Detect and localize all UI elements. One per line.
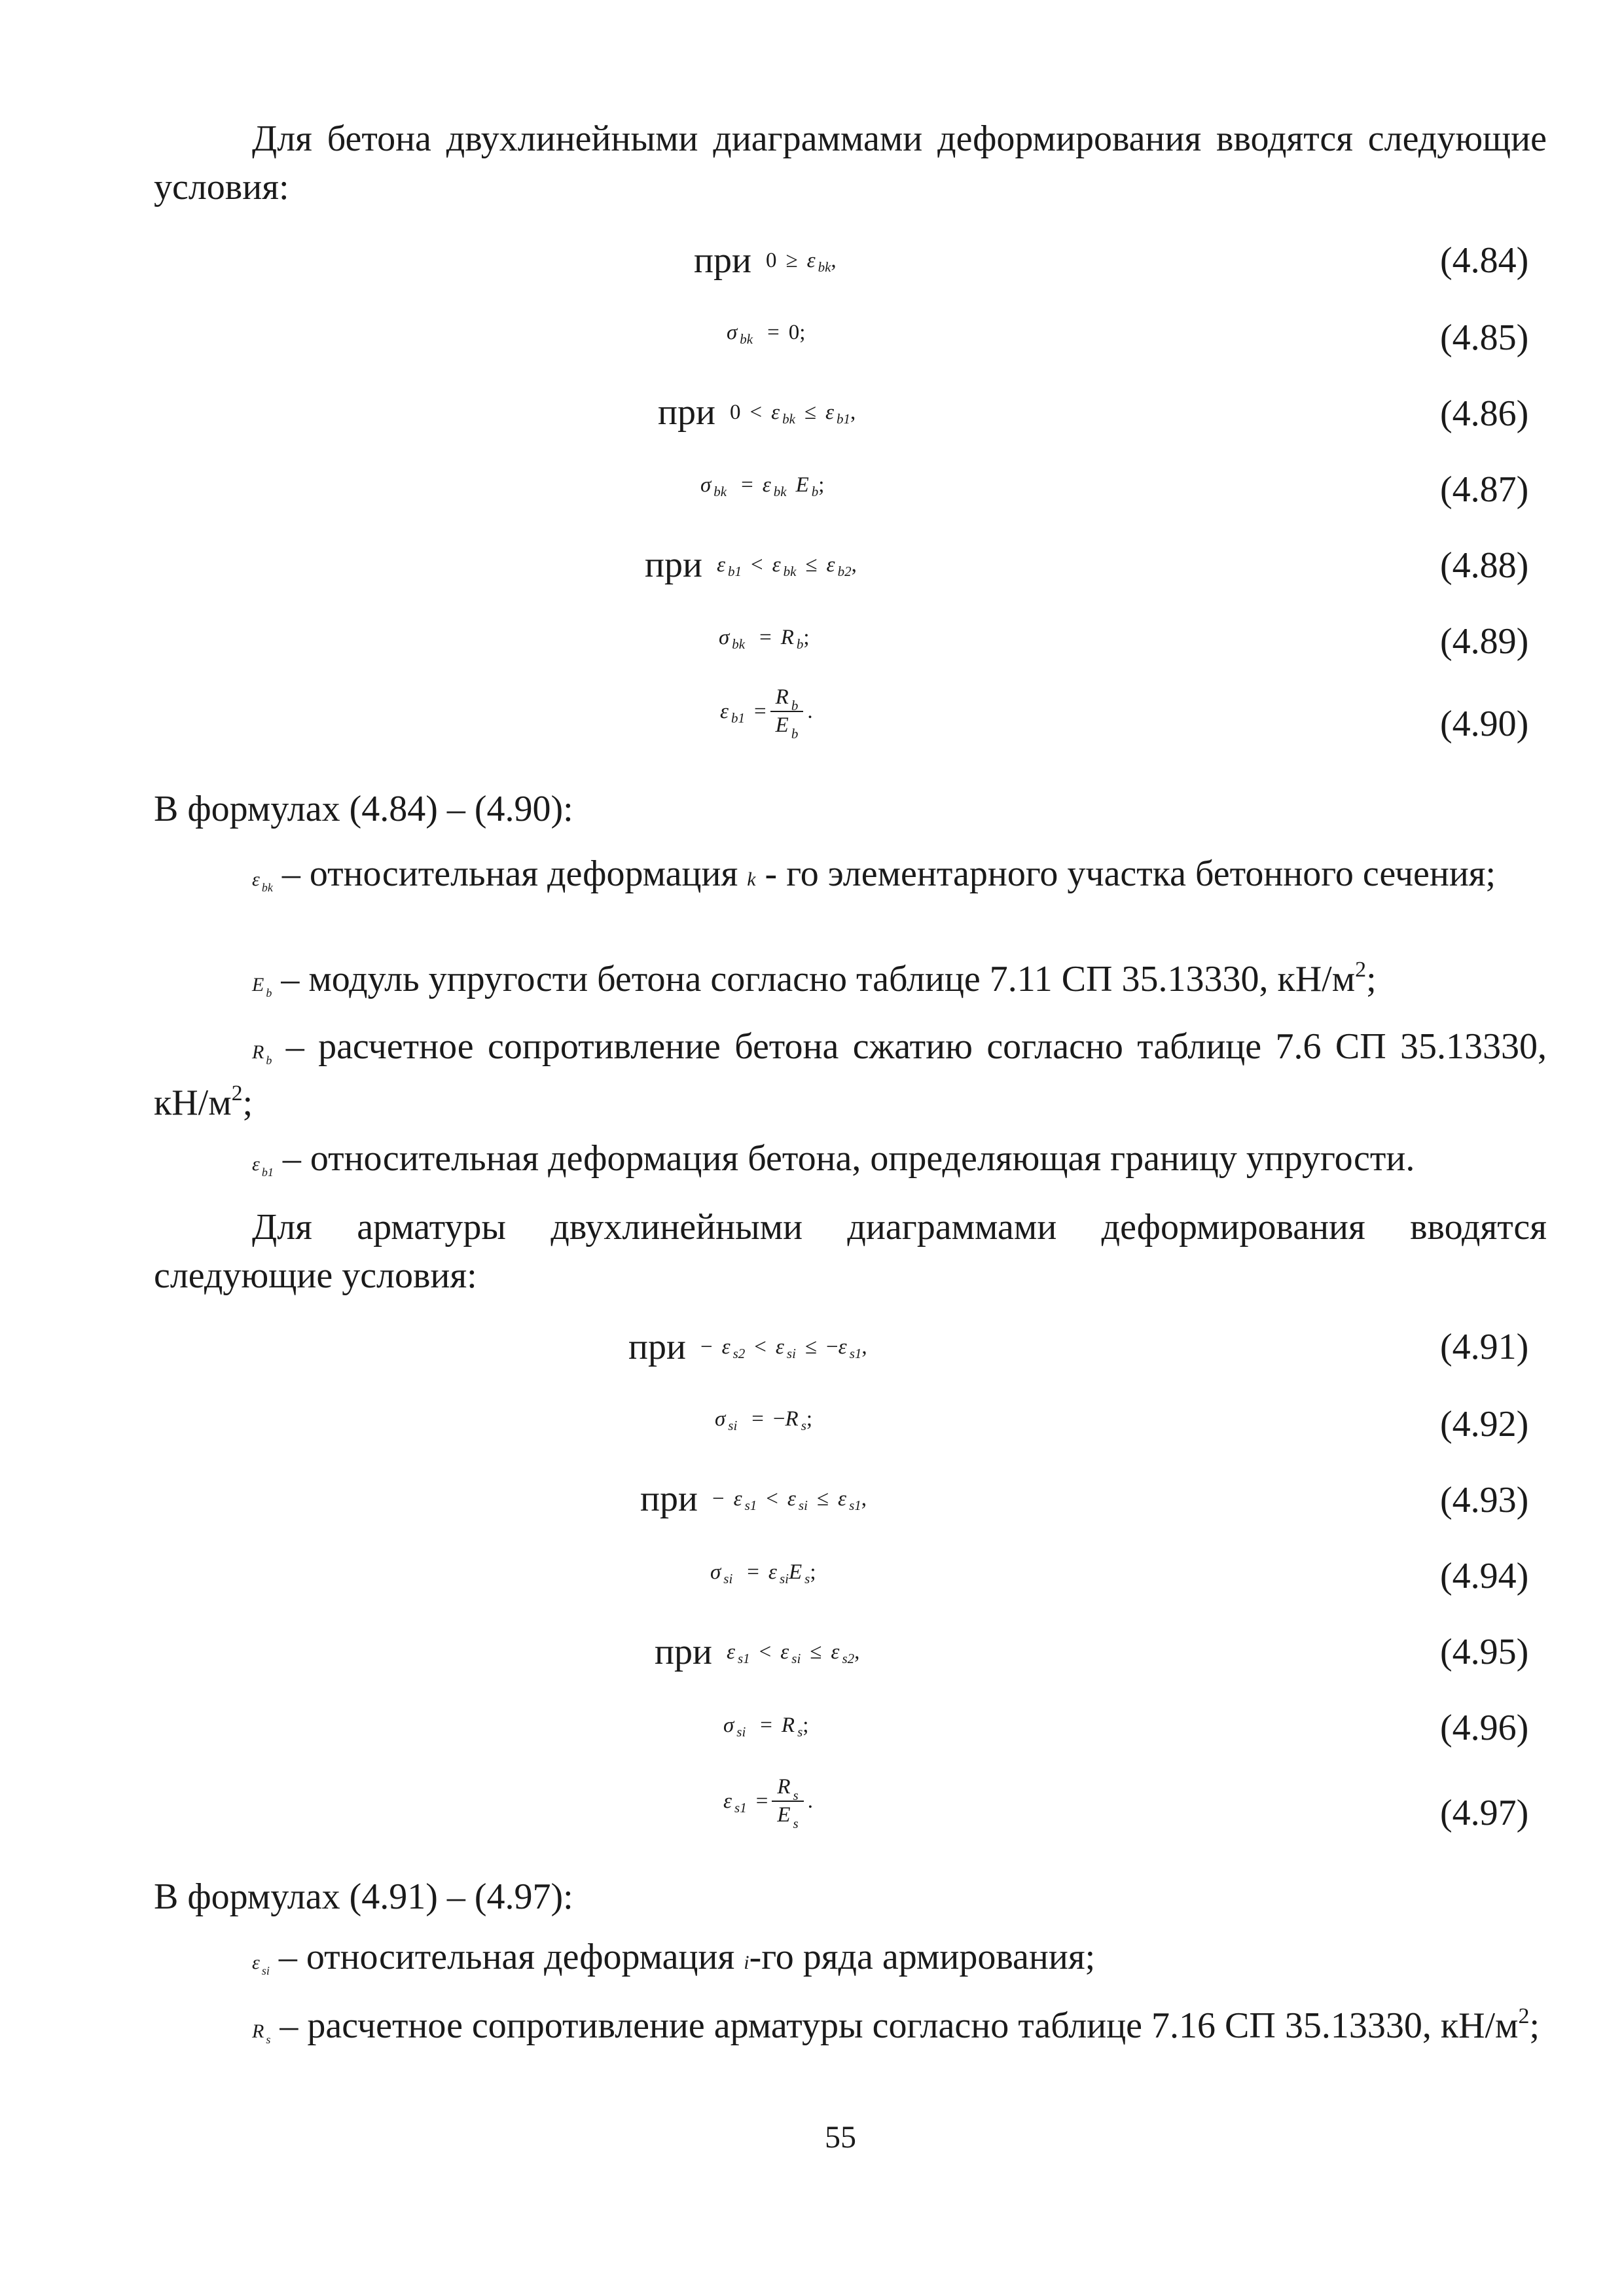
where-concrete-heading: В формулах (4.84) – (4.90):: [154, 789, 573, 829]
equation-number: (4.87): [1440, 469, 1529, 510]
definition-Rs: Rs – расчетное сопротивление арматуры согласно таблице 7.16 СП 35.13330, $кН/м^2$;: [252, 2004, 1540, 2046]
fraction-Rs-over-Es: $\frac{R _s}{E _s}$: [772, 1774, 803, 1829]
formula-4-88: при ε b1 < ε bk ≤ ε b2 ,: [645, 545, 857, 585]
equation-number: (4.89): [1440, 621, 1529, 662]
equation-number: (4.97): [1440, 1793, 1529, 1833]
definition-eps-b1: εb1 – относительная деформация бетона, определяющая границу упругости.: [252, 1138, 1415, 1179]
formula-4-95: при ε s1 < ε si ≤ ε s2 ,: [655, 1632, 860, 1672]
equation-number: (4.88): [1440, 545, 1529, 586]
formula-4-86: при 0 < ε bk ≤ ε b1 ,: [658, 392, 856, 433]
formula-4-97: ε s1 = $\frac{R _s}{E _s}$ .: [723, 1775, 813, 1831]
formula-4-89: σ bk = R b ;: [719, 626, 810, 652]
equation-number: (4.91): [1440, 1327, 1529, 1367]
intro-rebar-paragraph: Для арматуры двухлинейными диаграммами деформирования вводятся следующие условия:: [154, 1207, 1547, 1296]
equation-number: (4.93): [1440, 1480, 1529, 1520]
word-pri: при: [694, 240, 751, 281]
definition-Eb: Eb – модуль упругости бетона согласно таблице 7.11 СП 35.13330, $кН/м^2$;: [252, 958, 1377, 999]
definition-eps-bk: εbk – относительная деформация k - го элементарного участка бетонного сечения;: [252, 853, 1496, 894]
page-number: 55: [825, 2120, 856, 2155]
equation-number: (4.94): [1440, 1556, 1529, 1596]
equation-number: (4.84): [1440, 240, 1529, 281]
formula-4-85: σ bk = 0 ;: [727, 321, 806, 347]
where-rebar-heading: В формулах (4.91) – (4.97):: [154, 1876, 573, 1917]
formula-4-93: при − ε s1 < ε si ≤ ε s1 ,: [640, 1479, 867, 1519]
fraction-Rb-over-Eb: $\frac{R _b}{E _b}$: [770, 684, 804, 739]
formula-4-92: σ si = − R s ;: [715, 1407, 813, 1433]
equation-number: (4.85): [1440, 317, 1529, 358]
equation-number: (4.96): [1440, 1708, 1529, 1748]
equation-number: (4.86): [1440, 393, 1529, 434]
formula-4-91: при − ε s2 < ε si ≤ − ε s1 ,: [628, 1327, 867, 1367]
formula-4-94: σ si = ε si E s ;: [710, 1560, 816, 1587]
equation-number: (4.90): [1440, 704, 1529, 744]
equation-number: (4.92): [1440, 1404, 1529, 1444]
formula-4-96: σ si = R s ;: [723, 1713, 809, 1740]
definition-eps-si: εsi – относительная деформация i-го ряда армирования;: [252, 1937, 1096, 1977]
intro-concrete-paragraph: Для бетона двухлинейными диаграммами деформирования вводятся следующие условия:: [154, 118, 1547, 207]
formula-4-87: σ bk = ε bk E b ;: [700, 473, 825, 499]
formula-4-84: при 0 ≥ ε bk ,: [694, 240, 837, 281]
equation-number: (4.95): [1440, 1632, 1529, 1672]
formula-4-90: ε b1 = $\frac{R _b}{E _b}$ .: [720, 685, 813, 742]
definition-Rb: Rb – расчетное сопротивление бетона сжатию согласно таблице 7.6 СП 35.13330, $кН/м^2$;: [154, 1026, 1547, 1123]
